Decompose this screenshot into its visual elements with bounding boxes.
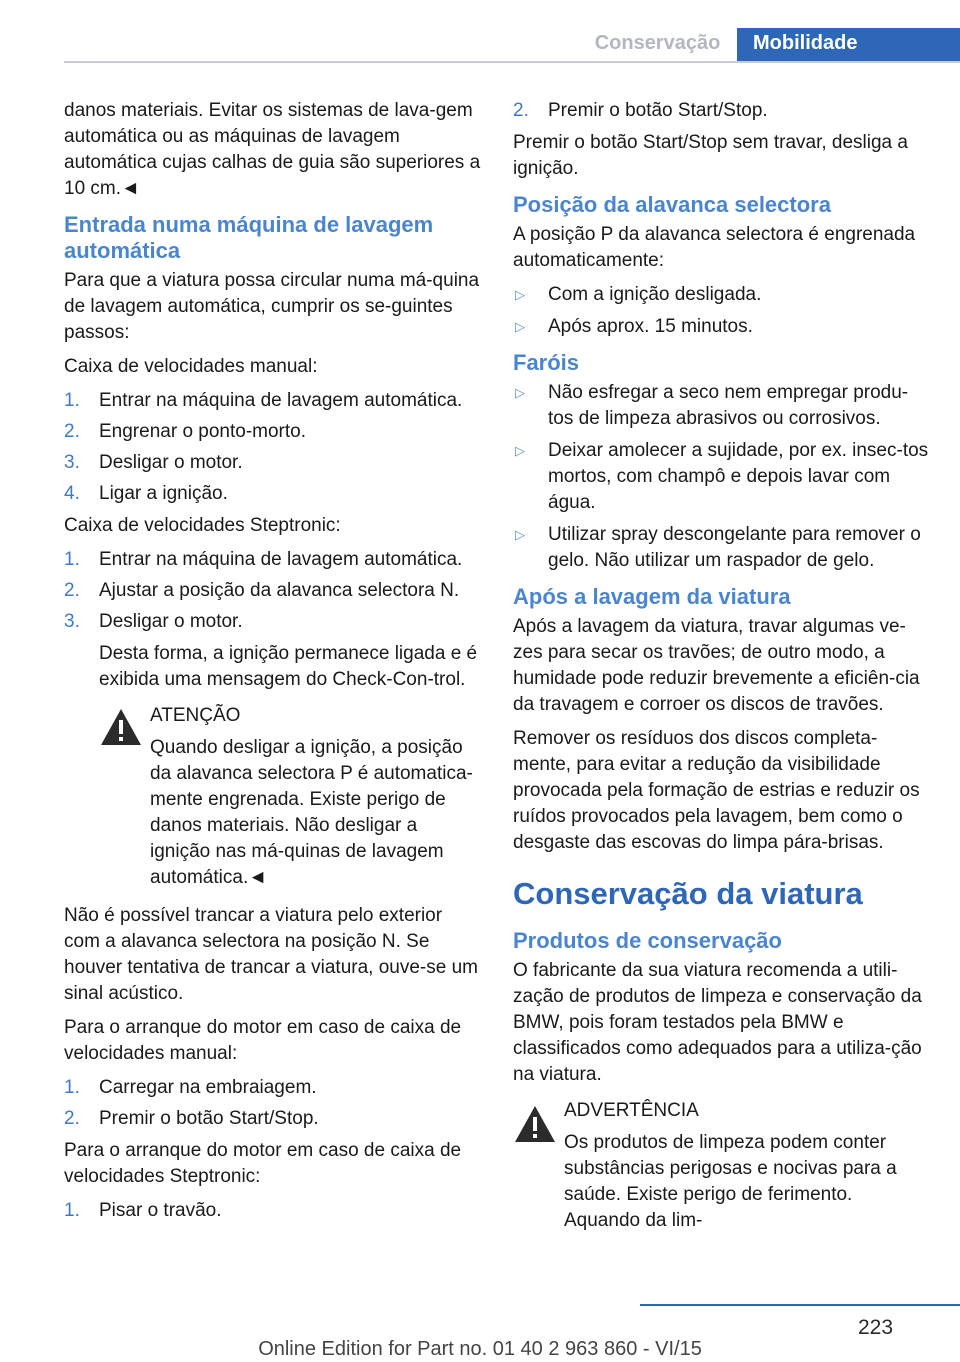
footer-divider <box>640 1304 960 1306</box>
list-text: Pisar o travão. <box>99 1200 222 1221</box>
heading-farois: Faróis <box>513 350 580 375</box>
list-item <box>64 1106 482 1132</box>
list-number: 1. <box>64 549 80 570</box>
paragraph-caixa-manual: Caixa de velocidades manual: <box>64 356 318 377</box>
warning-triangle-icon <box>513 1104 557 1144</box>
paragraph-desta-forma: Desta forma, a ignição permanece ligada e é exibida uma mensagem do Check-Con-trol. <box>99 643 478 690</box>
list-item <box>64 388 482 414</box>
list-item <box>513 282 929 308</box>
list-manual-steps <box>64 388 482 507</box>
list-steptronic-steps <box>64 547 482 635</box>
list-text: Deixar amolecer a sujidade, por ex. insec-tos mortos, com champô e depois lavar com água. <box>548 440 929 513</box>
triangle-right-icon: ▷ <box>515 319 525 334</box>
list-number: 3. <box>64 611 80 632</box>
list-number: 1. <box>64 1077 80 1098</box>
list-item <box>64 609 482 635</box>
list-text: Entrar na máquina de lavagem automática. <box>99 390 463 411</box>
warning-box-atencao <box>64 703 482 891</box>
list-item <box>513 380 929 432</box>
triangle-right-icon: ▷ <box>515 527 525 542</box>
list-text: Desligar o motor. <box>99 452 243 473</box>
left-column <box>64 98 482 1230</box>
list-text: Carregar na embraiagem. <box>99 1077 317 1098</box>
list-number: 4. <box>64 483 80 504</box>
paragraph-para-que: Para que a viatura possa circular numa má-quina de lavagem automática, cumprir os se-guintes passos: <box>64 270 480 343</box>
list-number: 2. <box>513 100 529 121</box>
list-arranque-steptronic <box>64 1198 482 1224</box>
page-header <box>0 0 960 62</box>
list-arranque-manual <box>64 1075 482 1132</box>
list-text: Após aprox. 15 minutos. <box>548 316 753 337</box>
list-number: 3. <box>64 452 80 473</box>
list-text: Utilizar spray descongelante para remover o gelo. Não utilizar um raspador de gelo. <box>548 524 921 571</box>
list-text: Não esfregar a seco nem empregar produ-tos de limpeza abrasivos ou corrosivos. <box>548 382 909 429</box>
triangle-right-icon: ▷ <box>515 443 525 458</box>
paragraph-apos: Após a lavagem da viatura, travar algumas ve-zes para secar os travões; de outro modo, a humidade pode reduzir brevemente a eficiên-cia da travagem e corroer os discos de travões. <box>513 616 920 715</box>
list-item <box>64 1075 482 1101</box>
list-item <box>64 578 482 604</box>
heading-entrada-lavagem: Entrada numa máquina de lavagem automática <box>64 212 434 263</box>
list-item <box>513 314 929 340</box>
paragraph-remover: Remover os resíduos dos discos completa-mente, para evitar a redução da visibilidade provocada pela formação de estrias e reduzir os ruídos provocados pela lavagem, bem como o desgaste das escovas do limpa pára-brisas. <box>513 728 920 853</box>
warning-body: Quando desligar a ignição, a posição da alavanca selectora P é automatica-mente engrenada. Existe perigo de danos materiais. Não desligar a ignição nas má-quinas de lavagem automática.◄ <box>150 737 473 888</box>
list-item <box>64 481 482 507</box>
list-continued <box>513 98 929 124</box>
triangle-right-icon: ▷ <box>515 385 525 400</box>
warning-triangle-icon <box>99 707 143 747</box>
paragraph-posicao: A posição P da alavanca selectora é engrenada automaticamente: <box>513 224 916 271</box>
paragraph-caixa-steptronic: Caixa de velocidades Steptronic: <box>64 515 341 536</box>
list-number: 1. <box>64 1200 80 1221</box>
list-number: 2. <box>64 421 80 442</box>
header-divider <box>64 61 960 63</box>
paragraph-arranque-manual: Para o arranque do motor em caso de caixa de velocidades manual: <box>64 1017 462 1064</box>
list-text: Ajustar a posição da alavanca selectora N. <box>99 580 460 601</box>
list-item <box>64 547 482 573</box>
paragraph-arranque-steptronic: Para o arranque do motor em caso de caixa de velocidades Steptronic: <box>64 1140 462 1187</box>
warning-body: Os produtos de limpeza podem conter substâncias perigosas e nocivas para a saúde. Existe perigo de ferimento. Aquando da lim- <box>564 1132 897 1231</box>
list-item <box>64 450 482 476</box>
list-item <box>513 98 929 124</box>
list-number: 2. <box>64 580 80 601</box>
list-item <box>513 522 929 574</box>
paragraph-intro: danos materiais. Evitar os sistemas de lava-gem automática ou as máquinas de lavagem automática cujas calhas de guia são superiores a 10 cm.◄ <box>64 100 481 199</box>
list-text: Ligar a ignição. <box>99 483 228 504</box>
page-number: 223 <box>858 1316 894 1339</box>
list-item <box>64 419 482 445</box>
list-number: 1. <box>64 390 80 411</box>
list-farois <box>513 380 929 574</box>
warning-box-advertencia <box>513 1098 929 1234</box>
list-text: Engrenar o ponto-morto. <box>99 421 307 442</box>
heading-posicao-alavanca: Posição da alavanca selectora <box>513 192 831 217</box>
list-text: Premir o botão Start/Stop. <box>99 1108 319 1129</box>
list-number: 2. <box>64 1108 80 1129</box>
warning-title: ADVERTÊNCIA <box>564 1100 699 1121</box>
list-text: Desligar o motor. <box>99 611 243 632</box>
list-item <box>513 438 929 516</box>
heading-conservacao-viatura: Conservação da viatura <box>513 876 863 911</box>
list-item <box>64 1198 482 1224</box>
paragraph-fabricante: O fabricante da sua viatura recomenda a utili-zação de produtos de limpeza e conservação da BMW, pois foram testados pela BMW e classificados como adequados para a utiliza-ção na viatura. <box>513 960 922 1085</box>
footer-edition: Online Edition for Part no. 01 40 2 963 860 - VI/15 <box>258 1338 702 1360</box>
paragraph-nao-possivel: Não é possível trancar a viatura pelo exterior com a alavanca selectora na posição N. Se houver tentativa de trancar a viatura, ouve-se um sinal acústico. <box>64 905 479 1004</box>
list-posicao <box>513 282 929 340</box>
list-text: Entrar na máquina de lavagem automática. <box>99 549 463 570</box>
header-section-tab[interactable]: Conservação <box>594 32 721 54</box>
header-chapter-tab[interactable]: Mobilidade <box>737 28 960 62</box>
warning-title: ATENÇÃO <box>150 705 241 726</box>
list-text: Premir o botão Start/Stop. <box>548 100 768 121</box>
right-column <box>513 98 929 1242</box>
heading-produtos-conservacao: Produtos de conservação <box>513 928 782 953</box>
heading-apos-lavagem: Após a lavagem da viatura <box>513 584 791 609</box>
list-text: Com a ignição desligada. <box>548 284 762 305</box>
triangle-right-icon: ▷ <box>515 287 525 302</box>
paragraph-premir: Premir o botão Start/Stop sem travar, desliga a ignição. <box>513 132 908 179</box>
